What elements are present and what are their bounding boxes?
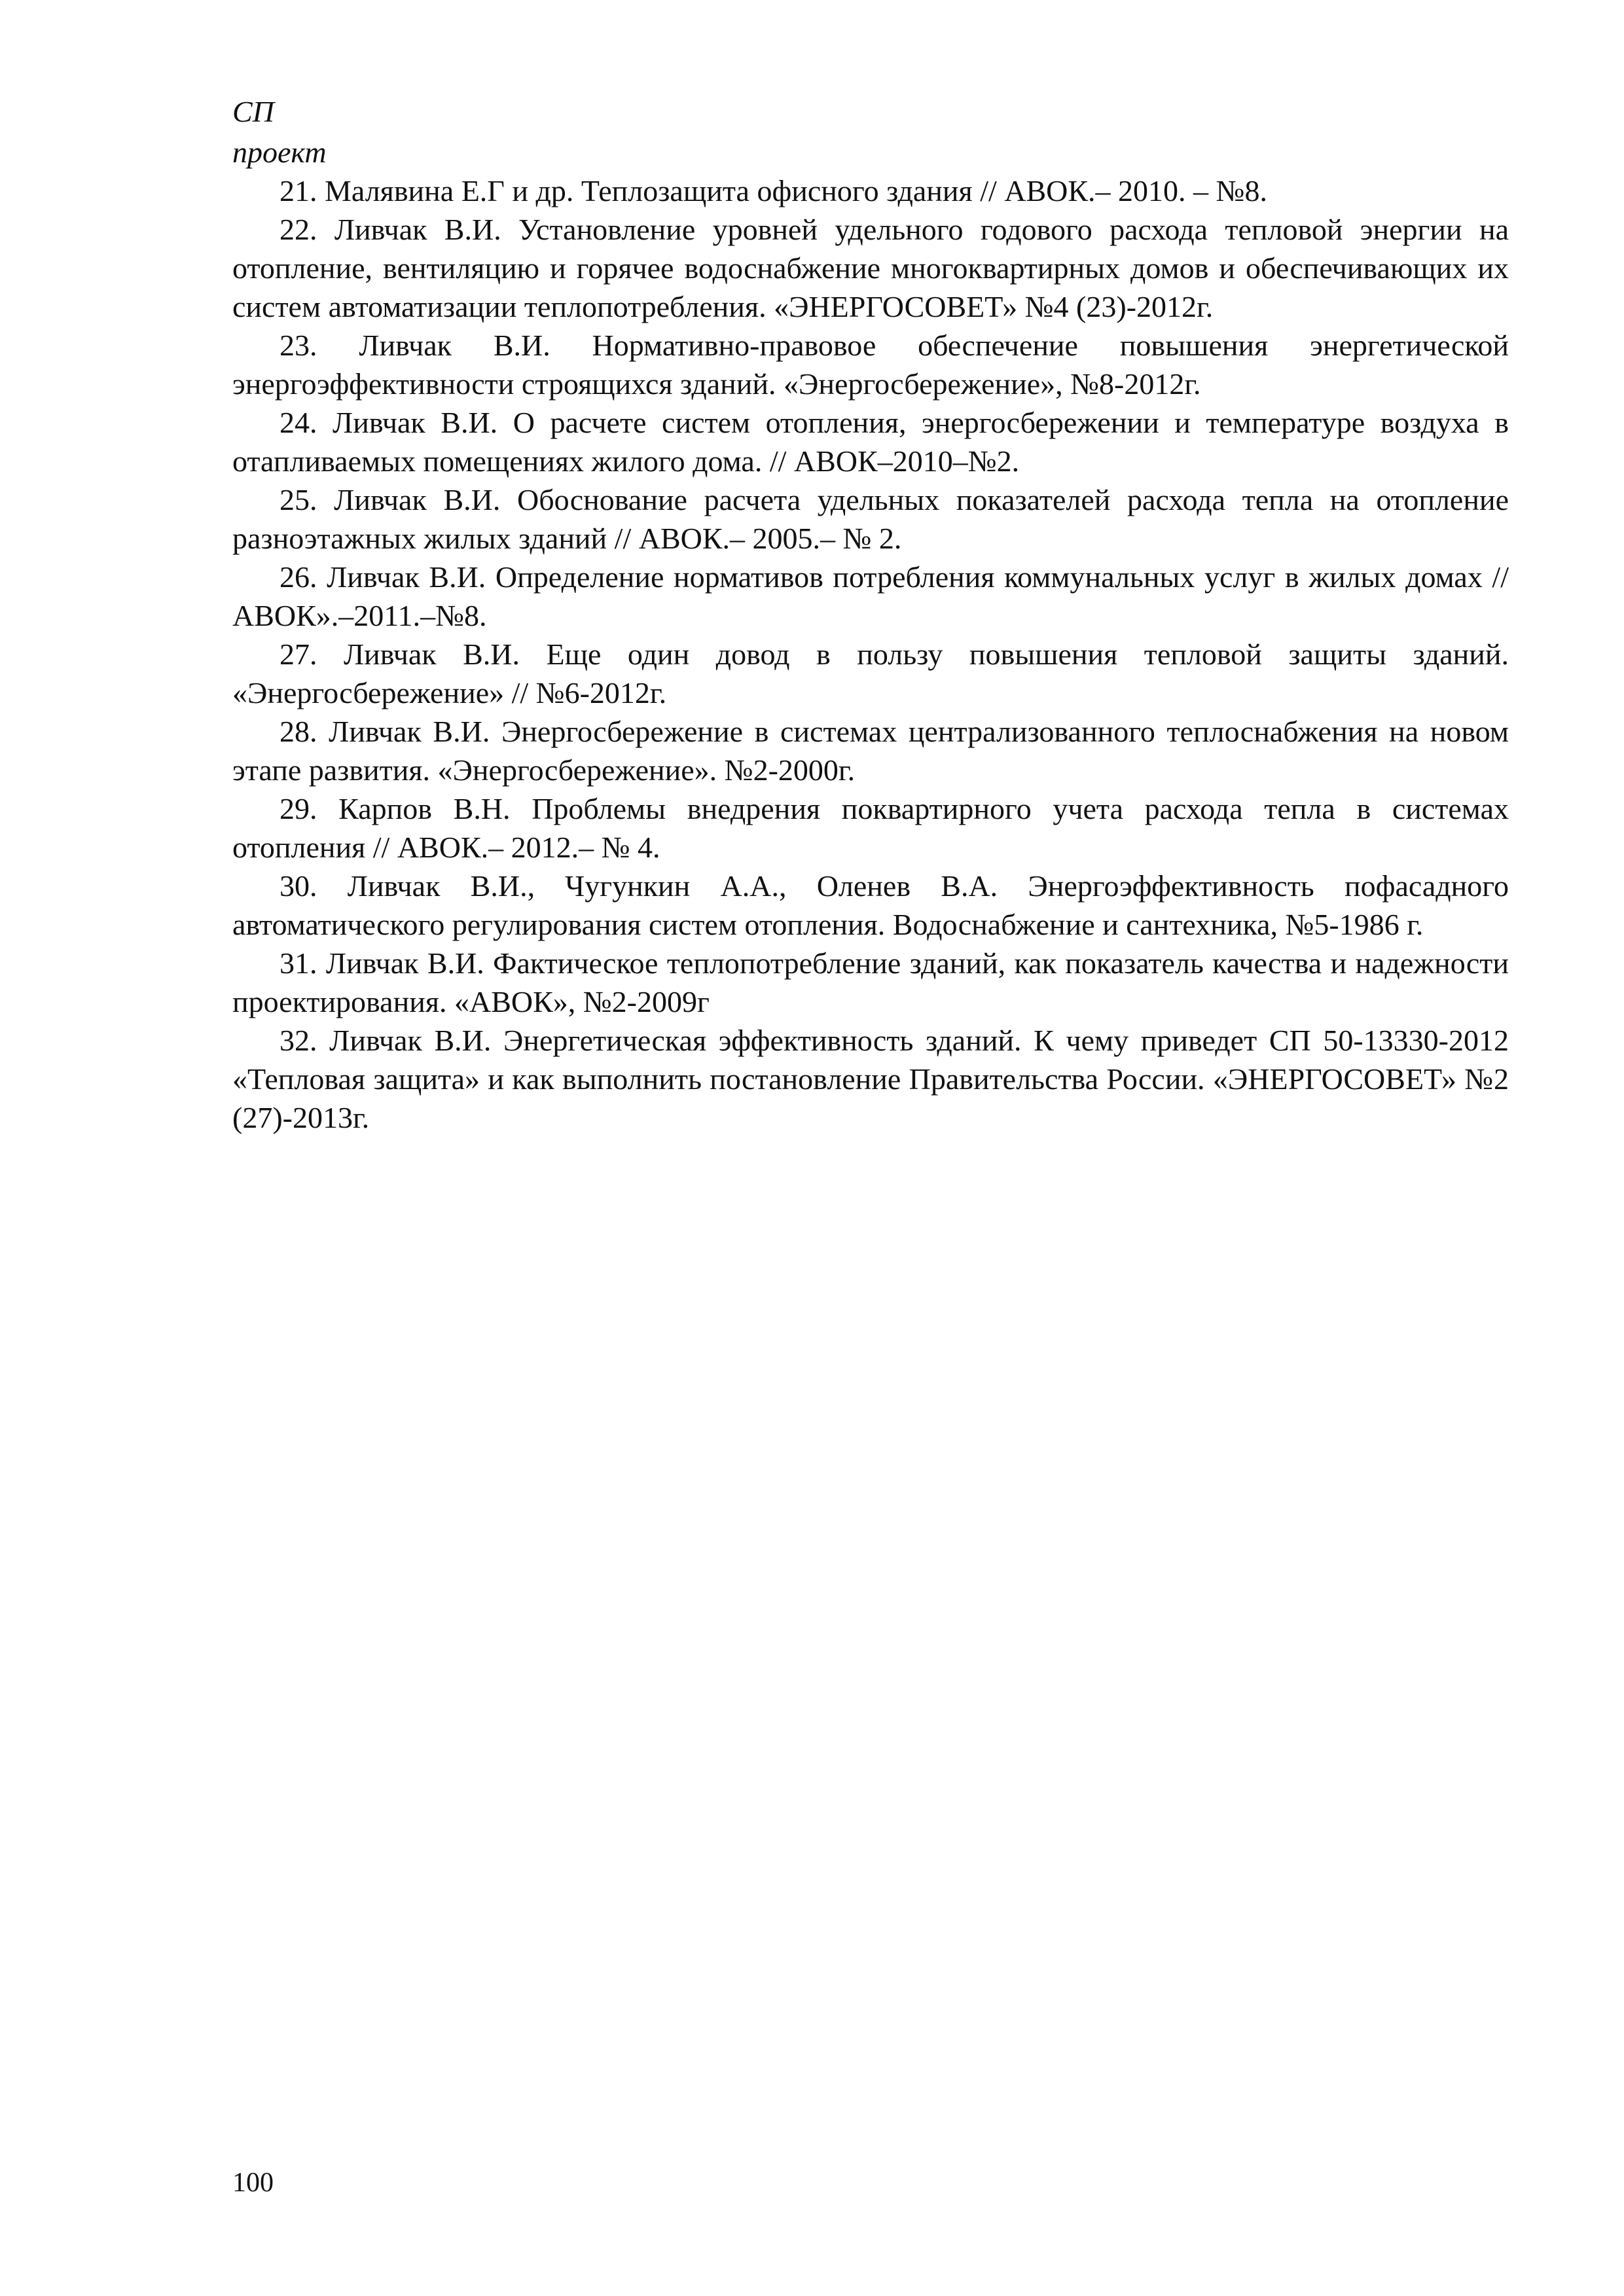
reference-item: 24. Ливчак В.И. О расчете систем отопления, энергосбережении и температуре воздуха в отапливаемых помещениях жилого дома. // АВОК–2010–№2. [232, 406, 1509, 478]
reference-item: 23. Ливчак В.И. Нормативно-правовое обеспечение повышения энергетической энергоэффективности строящихся зданий. «Энергосбережение», №8-2012г. [232, 329, 1509, 401]
reference-item: 29. Карпов В.Н. Проблемы внедрения поквартирного учета расхода тепла в системах отопления // АВОК.– 2012.– № 4. [232, 792, 1509, 864]
reference-item: 31. Ливчак В.И. Фактическое теплопотребление зданий, как показатель качества и надежности проектирования. «АВОК», №2-2009г [232, 946, 1509, 1018]
reference-item: 26. Ливчак В.И. Определение нормативов потребления коммунальных услуг в жилых домах // АВОК».–2011.–№8. [232, 560, 1509, 632]
reference-item: 25. Ливчак В.И. Обоснование расчета удельных показателей расхода тепла на отопление разноэтажных жилых зданий // АВОК.– 2005.– № 2. [232, 483, 1509, 555]
reference-list [232, 171, 1509, 1137]
reference-item: 22. Ливчак В.И. Установление уровней удельного годового расхода тепловой энергии на отопление, вентиляцию и горячее водоснабжение многоквартирных домов и обеспечивающих их систем автоматизации теплопотребления. «ЭНЕРГОСОВЕТ» №4 (23)-2012г. [232, 213, 1509, 323]
page-number: 100 [232, 2168, 274, 2198]
reference-item: 21. Малявина Е.Г и др. Теплозащита офисного здания // АВОК.– 2010. – №8. [280, 174, 1267, 207]
reference-item: 27. Ливчак В.И. Еще один довод в пользу повышения тепловой защиты зданий. «Энергосбережение» // №6-2012г. [232, 637, 1509, 709]
document-header [232, 92, 327, 173]
reference-item: 32. Ливчак В.И. Энергетическая эффективность зданий. К чему приведет СП 50-13330-2012 «Тепловая защита» и как выполнить постановление Правительства России. «ЭНЕРГОСОВЕТ» №2 (27)-2013г. [232, 1024, 1509, 1134]
header-project-label: проект [232, 135, 327, 169]
reference-item: 28. Ливчак В.И. Энергосбережение в системах централизованного теплоснабжения на новом этапе развития. «Энергосбережение». №2-2000г. [232, 715, 1509, 787]
reference-item: 30. Ливчак В.И., Чугункин А.А., Оленев В.А. Энергоэффективность пофасадного автоматического регулирования систем отопления. Водоснабжение и сантехника, №5-1986 г. [232, 869, 1509, 941]
header-sp-label: СП [232, 95, 274, 128]
